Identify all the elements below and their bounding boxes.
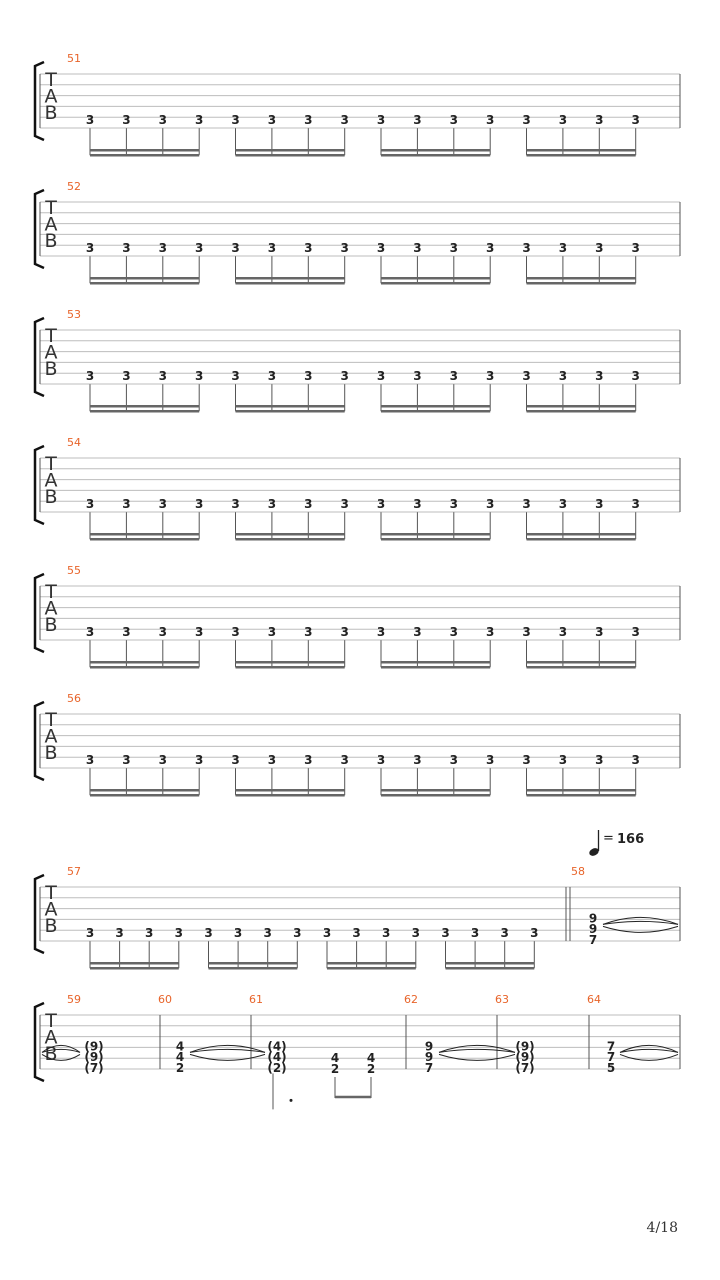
measure-number: 56 xyxy=(67,692,81,705)
tab-clef-letter: T xyxy=(45,453,57,475)
measure-number: 53 xyxy=(67,308,81,321)
fret-number: 3 xyxy=(631,113,640,128)
chord-fret: 2 xyxy=(175,1061,185,1075)
tempo-equals: = xyxy=(603,831,614,846)
tab-clef-letter: A xyxy=(44,85,58,108)
fret-number: 3 xyxy=(631,753,640,768)
chord-fret: 4 xyxy=(366,1051,376,1066)
chord-fret: (9) xyxy=(515,1050,535,1065)
fret-number: 3 xyxy=(376,113,386,128)
fret-number: 3 xyxy=(304,113,313,128)
fret-number: 3 xyxy=(158,113,167,128)
fret-number: 3 xyxy=(158,497,167,512)
fret-number: 3 xyxy=(382,926,391,941)
fret-number: 3 xyxy=(413,625,422,640)
measure-number: 54 xyxy=(67,436,81,449)
tab-clef-letter: B xyxy=(44,915,58,937)
chord-fret: (7) xyxy=(515,1061,535,1075)
chord-fret: (9) xyxy=(84,1050,104,1065)
tie-curve xyxy=(620,1054,678,1060)
fret-number: 3 xyxy=(558,369,568,384)
fret-number: 3 xyxy=(231,625,240,640)
fret-number: 3 xyxy=(158,369,167,384)
tab-clef-letter: T xyxy=(45,325,57,347)
fret-number: 3 xyxy=(85,926,95,941)
fret-number: 3 xyxy=(558,241,568,256)
fret-number: 3 xyxy=(352,926,361,941)
tie-curve xyxy=(190,1054,265,1060)
fret-number: 3 xyxy=(267,369,277,384)
fret-number: 3 xyxy=(631,369,640,384)
chord-fret: 2 xyxy=(366,1062,376,1076)
tie-curve xyxy=(439,1049,515,1052)
fret-number: 3 xyxy=(85,753,95,768)
fret-number: 3 xyxy=(595,241,604,256)
tab-clef-letter: B xyxy=(44,486,58,508)
fret-number: 3 xyxy=(413,241,422,256)
fret-number: 3 xyxy=(595,113,604,128)
fret-number: 3 xyxy=(267,753,277,768)
fret-number: 3 xyxy=(293,926,302,941)
tab-clef-letter: T xyxy=(45,709,57,731)
fret-number: 3 xyxy=(304,369,313,384)
tab-clef-letter: A xyxy=(44,597,58,620)
fret-number: 3 xyxy=(304,753,313,768)
measure-number: 61 xyxy=(249,993,263,1006)
fret-number: 3 xyxy=(449,113,458,128)
fret-number: 3 xyxy=(631,625,640,640)
tab-clef-letter: T xyxy=(45,69,57,91)
fret-number: 3 xyxy=(411,926,420,941)
fret-number: 3 xyxy=(122,497,131,512)
chord-fret: 7 xyxy=(606,1050,616,1065)
chord-fret: 9 xyxy=(588,922,598,937)
fret-number: 3 xyxy=(522,113,531,128)
fret-number: 3 xyxy=(85,113,95,128)
fret-number: 3 xyxy=(115,926,124,941)
fret-number: 3 xyxy=(486,753,495,768)
chord-fret: (9) xyxy=(84,1039,104,1054)
fret-number: 3 xyxy=(376,497,386,512)
chord-fret: 5 xyxy=(606,1061,616,1075)
chord-fret: (7) xyxy=(84,1061,104,1075)
measure-number: 51 xyxy=(67,52,81,65)
measure-number: 52 xyxy=(67,180,81,193)
chord-fret: (9) xyxy=(515,1039,535,1054)
chord-fret: 7 xyxy=(424,1061,434,1075)
fret-number: 3 xyxy=(376,753,386,768)
fret-number: 3 xyxy=(122,753,131,768)
fret-number: 3 xyxy=(449,369,458,384)
tab-clef-letter: A xyxy=(44,898,58,921)
tab-clef-letter: B xyxy=(44,742,58,764)
fret-number: 3 xyxy=(449,241,458,256)
chord-fret: (4) xyxy=(267,1039,287,1054)
fret-number: 3 xyxy=(195,369,204,384)
chord-fret: 9 xyxy=(424,1050,434,1065)
tab-clef-letter: T xyxy=(45,197,57,219)
fret-number: 3 xyxy=(195,625,204,640)
chord-fret: (2) xyxy=(267,1061,287,1075)
fret-number: 3 xyxy=(85,497,95,512)
fret-number: 3 xyxy=(558,113,568,128)
measure-number: 59 xyxy=(67,993,81,1006)
tab-clef-letter: A xyxy=(44,213,58,236)
fret-number: 3 xyxy=(413,369,422,384)
tab-clef-letter: T xyxy=(45,581,57,603)
fret-number: 3 xyxy=(522,625,531,640)
fret-number: 3 xyxy=(558,497,568,512)
tab-clef-letter: A xyxy=(44,341,58,364)
fret-number: 3 xyxy=(263,926,272,941)
tab-clef-letter: A xyxy=(44,725,58,748)
fret-number: 3 xyxy=(158,241,167,256)
fret-number: 3 xyxy=(195,497,204,512)
fret-number: 3 xyxy=(267,625,277,640)
fret-number: 3 xyxy=(304,625,313,640)
tab-clef-letter: B xyxy=(44,1043,58,1065)
chord-fret: 4 xyxy=(175,1039,185,1054)
fret-number: 3 xyxy=(158,753,167,768)
measure-number: 62 xyxy=(404,993,418,1006)
chord-fret: 9 xyxy=(424,1039,434,1054)
tab-clef-letter: T xyxy=(45,1010,57,1032)
fret-number: 3 xyxy=(595,753,604,768)
fret-number: 3 xyxy=(231,369,240,384)
fret-number: 3 xyxy=(340,497,349,512)
fret-number: 3 xyxy=(267,113,277,128)
chord-fret: 7 xyxy=(588,933,598,947)
fret-number: 3 xyxy=(449,497,458,512)
fret-number: 3 xyxy=(122,113,131,128)
fret-number: 3 xyxy=(522,753,531,768)
fret-number: 3 xyxy=(413,113,422,128)
dot xyxy=(290,1099,293,1102)
fret-number: 3 xyxy=(441,926,450,941)
fret-number: 3 xyxy=(486,113,495,128)
fret-number: 3 xyxy=(595,369,604,384)
fret-number: 3 xyxy=(195,753,204,768)
fret-number: 3 xyxy=(233,926,243,941)
page-number: 4/18 xyxy=(646,1220,678,1236)
fret-number: 3 xyxy=(486,497,495,512)
measure-number: 64 xyxy=(587,993,601,1006)
fret-number: 3 xyxy=(558,625,568,640)
fret-number: 3 xyxy=(413,497,422,512)
tie-curve xyxy=(603,921,678,924)
fret-number: 3 xyxy=(85,369,95,384)
fret-number: 3 xyxy=(522,497,531,512)
fret-number: 3 xyxy=(631,497,640,512)
fret-number: 3 xyxy=(85,241,95,256)
fret-number: 3 xyxy=(122,625,131,640)
tab-clef-letter: B xyxy=(44,358,58,380)
tie-curve xyxy=(439,1054,515,1060)
tab-clef-letter: B xyxy=(44,614,58,636)
fret-number: 3 xyxy=(486,241,495,256)
fret-number: 3 xyxy=(304,497,313,512)
fret-number: 3 xyxy=(631,241,640,256)
fret-number: 3 xyxy=(174,926,183,941)
fret-number: 3 xyxy=(376,241,386,256)
fret-number: 3 xyxy=(449,753,458,768)
fret-number: 3 xyxy=(340,753,349,768)
chord-fret: (4) xyxy=(267,1050,287,1065)
fret-number: 3 xyxy=(449,625,458,640)
fret-number: 3 xyxy=(486,369,495,384)
fret-number: 3 xyxy=(530,926,539,941)
measure-number: 63 xyxy=(495,993,509,1006)
fret-number: 3 xyxy=(231,241,240,256)
fret-number: 3 xyxy=(85,625,95,640)
tab-clef-letter: T xyxy=(45,882,57,904)
fret-number: 3 xyxy=(231,113,240,128)
measure-number: 55 xyxy=(67,564,81,577)
tie-curve xyxy=(190,1049,265,1052)
chord-fret: 2 xyxy=(330,1062,340,1076)
fret-number: 3 xyxy=(322,926,332,941)
measure-number: 60 xyxy=(158,993,172,1006)
fret-number: 3 xyxy=(522,241,531,256)
fret-number: 3 xyxy=(340,369,349,384)
fret-number: 3 xyxy=(486,625,495,640)
fret-number: 3 xyxy=(500,926,509,941)
fret-number: 3 xyxy=(204,926,213,941)
chord-fret: 7 xyxy=(606,1039,616,1054)
tie-curve xyxy=(603,926,678,932)
fret-number: 3 xyxy=(231,753,240,768)
chord-fret: 4 xyxy=(330,1051,340,1066)
tab-clef-letter: B xyxy=(44,102,58,124)
chord-fret: 9 xyxy=(588,911,598,926)
chord-fret: 4 xyxy=(175,1050,185,1065)
fret-number: 3 xyxy=(413,753,422,768)
fret-number: 3 xyxy=(158,625,167,640)
tab-clef-letter: A xyxy=(44,469,58,492)
fret-number: 3 xyxy=(340,625,349,640)
tie-curve xyxy=(620,1049,678,1052)
measure-number: 57 xyxy=(67,865,81,878)
fret-number: 3 xyxy=(340,241,349,256)
fret-number: 3 xyxy=(595,497,604,512)
tab-clef-letter: B xyxy=(44,230,58,252)
fret-number: 3 xyxy=(376,369,386,384)
measure-number: 58 xyxy=(571,865,585,878)
tab-clef-letter: A xyxy=(44,1026,58,1049)
fret-number: 3 xyxy=(522,369,531,384)
fret-number: 3 xyxy=(195,241,204,256)
fret-number: 3 xyxy=(267,497,277,512)
fret-number: 3 xyxy=(340,113,349,128)
tempo-bpm: 166 xyxy=(617,832,645,847)
fret-number: 3 xyxy=(376,625,386,640)
fret-number: 3 xyxy=(231,497,240,512)
fret-number: 3 xyxy=(558,753,568,768)
fret-number: 3 xyxy=(470,926,480,941)
fret-number: 3 xyxy=(122,241,131,256)
fret-number: 3 xyxy=(122,369,131,384)
fret-number: 3 xyxy=(195,113,204,128)
fret-number: 3 xyxy=(145,926,154,941)
fret-number: 3 xyxy=(267,241,277,256)
fret-number: 3 xyxy=(304,241,313,256)
fret-number: 3 xyxy=(595,625,604,640)
